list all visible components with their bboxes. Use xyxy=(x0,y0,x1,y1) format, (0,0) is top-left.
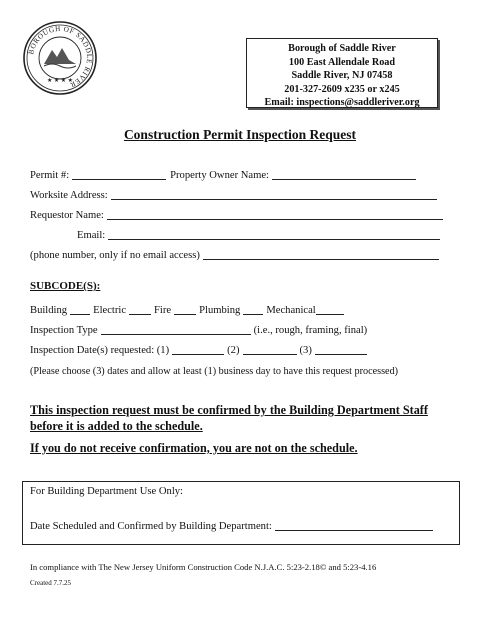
dates-note-row xyxy=(30,366,398,377)
borough-seal xyxy=(22,20,98,96)
electric-label: Electric xyxy=(93,305,127,316)
date-3-field[interactable] xyxy=(315,345,367,355)
email-label: Email: xyxy=(77,230,106,241)
plumbing-checkbox[interactable] xyxy=(243,305,263,315)
worksite-address-field[interactable] xyxy=(111,190,437,200)
confirm-notice-line-2: before it is added to the schedule. xyxy=(30,419,203,433)
permit-row xyxy=(30,170,419,181)
date-2-label: (2) xyxy=(227,345,240,356)
email-row xyxy=(77,230,443,241)
svg-text:★ ★ ★ ★: ★ ★ ★ ★ xyxy=(46,78,74,84)
phone-number: 201-327-2609 x235 or x245 xyxy=(284,83,400,95)
date-2-field[interactable] xyxy=(243,345,297,355)
seal-text: BOROUGH OF SADDLE RIVER xyxy=(27,24,94,89)
date-3-label: (3) xyxy=(299,345,312,356)
phone-label: (phone number, only if no email access) xyxy=(30,250,200,261)
office-use-heading: For Building Department Use Only: xyxy=(30,486,184,497)
requestor-row xyxy=(30,210,446,221)
owner-name-field[interactable] xyxy=(272,170,416,180)
subcode-row xyxy=(30,305,347,316)
email-field[interactable] xyxy=(108,230,440,240)
schedule-warning: If you do not receive confirmation, you are not on the schedule. xyxy=(30,441,358,455)
created-date: Created 7.7.25 xyxy=(30,579,72,587)
building-checkbox[interactable] xyxy=(70,305,90,315)
confirm-notice-line-1: This inspection request must be confirmed by the Building Department Staff xyxy=(30,403,428,417)
city-state-zip: Saddle River, NJ 07458 xyxy=(291,70,393,82)
contact-box xyxy=(246,38,438,108)
worksite-row xyxy=(30,190,440,201)
dates-note: (Please choose (3) dates and allow at least (1) business day to have this request processed) xyxy=(30,366,399,377)
requestor-label: Requestor Name: xyxy=(30,210,104,221)
fire-checkbox[interactable] xyxy=(174,305,196,315)
building-label: Building xyxy=(30,305,68,316)
compliance-note: In compliance with The New Jersey Uniform Construction Code N.J.A.C. 5:23-2.18© and 5:23-4.16 xyxy=(30,562,377,572)
inspection-type-hint: (i.e., rough, framing, final) xyxy=(253,325,368,336)
plumbing-label: Plumbing xyxy=(199,305,241,316)
phone-number-field[interactable] xyxy=(203,250,439,260)
scheduled-row xyxy=(30,521,436,532)
scheduled-date-field[interactable] xyxy=(275,521,433,531)
org-name: Borough of Saddle River xyxy=(288,43,396,54)
electric-checkbox[interactable] xyxy=(129,305,151,315)
permit-label: Permit #: xyxy=(30,170,70,181)
inspection-type-label: Inspection Type xyxy=(30,325,98,336)
seal-graphic xyxy=(22,20,98,96)
street-address: 100 East Allendale Road xyxy=(288,56,396,68)
worksite-label: Worksite Address: xyxy=(30,190,108,201)
subcode-heading: SUBCODE(S): xyxy=(30,280,101,292)
mechanical-checkbox[interactable] xyxy=(316,305,344,315)
office-use-box xyxy=(22,481,460,545)
permit-number-field[interactable] xyxy=(72,170,166,180)
inspection-type-field[interactable] xyxy=(101,325,251,335)
inspection-dates-row xyxy=(30,345,370,356)
owner-label: Property Owner Name: xyxy=(170,170,269,181)
date-1-field[interactable] xyxy=(172,345,224,355)
phone-row xyxy=(30,250,442,261)
inspection-type-row xyxy=(30,325,367,336)
contact-email: Email: inspections@saddleriver.org xyxy=(264,97,420,109)
form-title: Construction Permit Inspection Request xyxy=(123,127,357,142)
requestor-name-field[interactable] xyxy=(107,210,443,220)
dates-label: Inspection Date(s) requested: (1) xyxy=(30,345,170,356)
fire-label: Fire xyxy=(154,305,172,316)
scheduled-label: Date Scheduled and Confirmed by Building Department: xyxy=(30,521,272,532)
mechanical-label: Mechanical xyxy=(266,305,316,316)
